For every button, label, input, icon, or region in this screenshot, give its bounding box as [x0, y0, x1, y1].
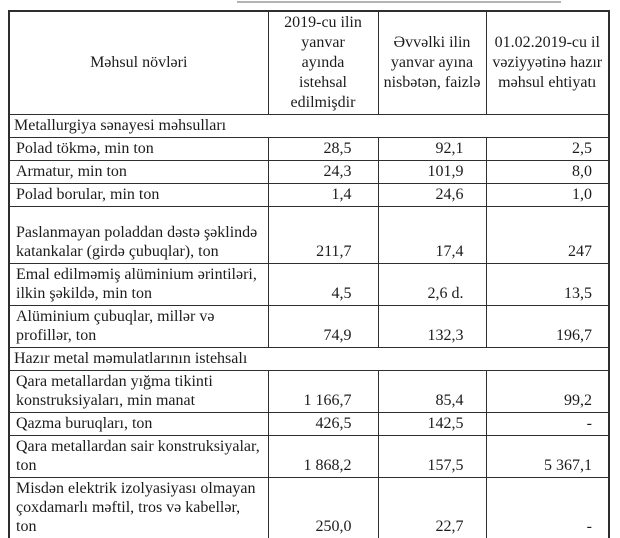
- section-title: Metallurgiya sənayesi məhsulları: [9, 115, 609, 138]
- percent-value-cell: 17,4: [378, 207, 486, 264]
- header-row: [9, 11, 609, 115]
- percent-value-cell: 24,6: [378, 184, 486, 207]
- produced-value-cell: 250,0: [268, 478, 378, 538]
- produced-value-cell: 211,7: [268, 207, 378, 264]
- stock-value-cell: 13,5: [486, 264, 609, 306]
- product-name-cell: Qazma buruqları, ton: [9, 413, 268, 436]
- table-row: [9, 478, 609, 538]
- stock-value-cell: -: [486, 478, 609, 538]
- product-name-cell: Qara metallardan yığma tikinti konstruksiyaları, min manat: [9, 371, 268, 413]
- column-header-produced-jan-2019: 2019-cu ilin yanvar ayında istehsal edilmişdir: [268, 11, 378, 115]
- product-name-cell: Armatur, min ton: [9, 161, 268, 184]
- table-body: [9, 115, 609, 538]
- product-name-cell: Polad tökmə, min ton: [9, 138, 268, 161]
- table-row: [9, 306, 609, 348]
- column-header-percent-vs-prev-year: Əvvəlki ilin yanvar ayına nisbətən, faizlə: [378, 11, 486, 115]
- table-header: [9, 11, 609, 115]
- products-table: [8, 10, 610, 538]
- table-row: [9, 371, 609, 413]
- product-name-cell: Alüminium çubuqlar, millər və profillər, ton: [9, 306, 268, 348]
- stock-value-cell: 2,5: [486, 138, 609, 161]
- product-name-cell: Misdən elektrik izolyasiyası olmayan çoxdamarlı məftil, tros və kabellər, ton: [9, 478, 268, 538]
- produced-value-cell: 1,4: [268, 184, 378, 207]
- percent-value-cell: 142,5: [378, 413, 486, 436]
- section-title: Hazır metal məmulatlarının istehsalı: [9, 348, 609, 371]
- column-header-stock-01-02-2019: 01.02.2019-cu il vəziyyətinə hazır məhsul ehtiyatı: [486, 11, 609, 115]
- stock-value-cell: -: [486, 413, 609, 436]
- table-row: [9, 207, 609, 264]
- table-row: [9, 184, 609, 207]
- table-row: [9, 138, 609, 161]
- stock-value-cell: 196,7: [486, 306, 609, 348]
- produced-value-cell: 426,5: [268, 413, 378, 436]
- stock-value-cell: 99,2: [486, 371, 609, 413]
- produced-value-cell: 1 166,7: [268, 371, 378, 413]
- produced-value-cell: 28,5: [268, 138, 378, 161]
- column-header-product-types: Məhsul növləri: [9, 11, 268, 115]
- table-row: [9, 436, 609, 478]
- percent-value-cell: 101,9: [378, 161, 486, 184]
- percent-value-cell: 2,6 d.: [378, 264, 486, 306]
- produced-value-cell: 1 868,2: [268, 436, 378, 478]
- stock-value-cell: 1,0: [486, 184, 609, 207]
- section-header-row: [9, 115, 609, 138]
- section-header-row: [9, 348, 609, 371]
- product-name-cell: Polad borular, min ton: [9, 184, 268, 207]
- top-rule-fragment: [237, 1, 561, 3]
- percent-value-cell: 85,4: [378, 371, 486, 413]
- product-name-cell: Paslanmayan poladdan dəstə şəklində katankalar (girdə çubuqlar), ton: [9, 207, 268, 264]
- percent-value-cell: 132,3: [378, 306, 486, 348]
- stock-value-cell: 5 367,1: [486, 436, 609, 478]
- percent-value-cell: 157,5: [378, 436, 486, 478]
- produced-value-cell: 24,3: [268, 161, 378, 184]
- product-name-cell: Emal edilməmiş alüminium ərintiləri, ilkin şəkildə, min ton: [9, 264, 268, 306]
- produced-value-cell: 4,5: [268, 264, 378, 306]
- percent-value-cell: 22,7: [378, 478, 486, 538]
- produced-value-cell: 74,9: [268, 306, 378, 348]
- percent-value-cell: 92,1: [378, 138, 486, 161]
- stock-value-cell: 8,0: [486, 161, 609, 184]
- stock-value-cell: 247: [486, 207, 609, 264]
- table-row: [9, 413, 609, 436]
- table-row: [9, 264, 609, 306]
- product-name-cell: Qara metallardan sair konstruksiyalar, ton: [9, 436, 268, 478]
- table-row: [9, 161, 609, 184]
